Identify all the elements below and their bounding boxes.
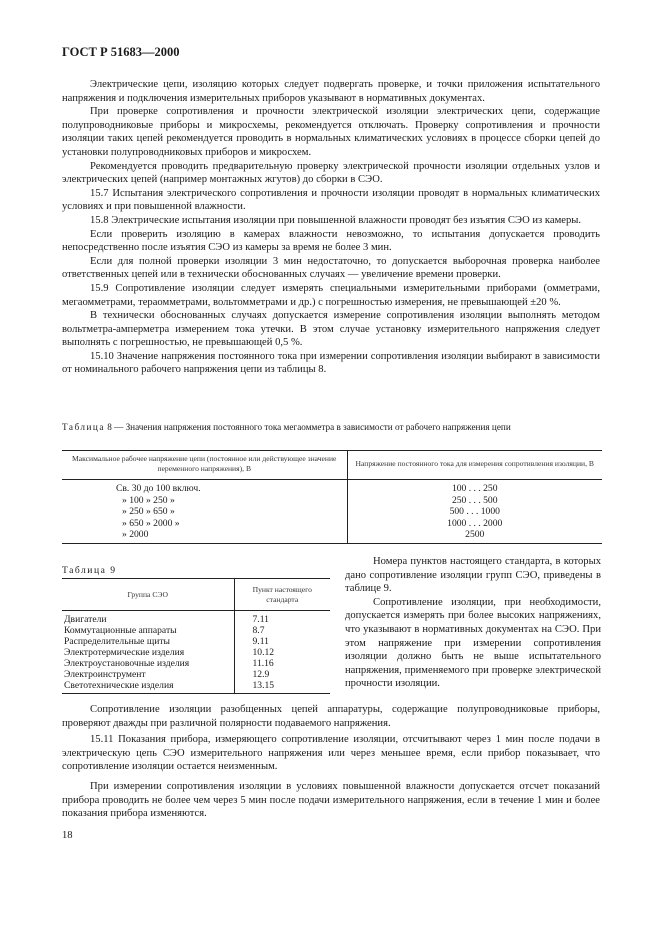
paragraph: Номера пунктов настоящего стандарта, в которых дано сопротивление изоляции групп СЭО, приведены в таблице 9. — [345, 556, 601, 595]
paragraph: При проверке сопротивления и прочности электрической изоляции электрических цепи, содержащие полупроводниковые приборы и микросхемы, рекомендуется отключать. Проверку сопротивления и прочности изоляции таких цепей рекомендуется проводить в нормальных климатических условиях в процессе сборки цепей до установки полупроводниковых приборов и микросхем. — [62, 106, 600, 158]
table9-group-cell: Двигатели — [64, 614, 107, 625]
table-row — [62, 529, 602, 543]
table8-value-cell: 500 . . . 1000 — [347, 506, 602, 518]
bottom-text-block — [62, 703, 600, 821]
paragraph: 15.9 Сопротивление изоляции следует измерять специальными измерительными приборами (омметрами, мегаомметрами, тераомметрами, вольтомметрами и др.) с погрешностью измерения, не превышающей ±20 %. — [62, 282, 600, 308]
table9 — [62, 578, 330, 694]
table9-item-cell: 12.9 — [234, 669, 330, 680]
table8-range-cell: » 250 » 650 » — [122, 506, 175, 518]
table8-value-cell: 100 . . . 250 — [347, 480, 602, 495]
table9-item-cell: 8.7 — [234, 625, 330, 636]
table-row — [62, 680, 330, 694]
table-row — [62, 669, 330, 680]
table-row — [62, 480, 602, 495]
paragraph: Если проверить изоляцию в камерах влажности невозможно, то испытания допускается проводить непосредственно после изъятия СЭО из камеры за время не более 3 мин. — [62, 228, 600, 254]
table9-item-cell: 13.15 — [234, 680, 330, 694]
paragraph: При измерении сопротивления изоляции в условиях повышенной влажности допускается отсчет показаний прибора проводить не более чем через 5 мин после подачи измерительного напряжения, если в течение 1 мин и более показания прибора изменяются. — [62, 780, 600, 820]
paragraph: Сопротивление изоляции разобщенных цепей аппаратуры, содержащие полупроводниковые приборы, проверяют дважды при различной полярности подаваемого напряжения. — [62, 704, 600, 729]
table9-group-cell: Электроустановочные изделия — [64, 658, 190, 669]
table-row — [62, 625, 330, 636]
table8-caption — [62, 422, 602, 434]
table9-group-cell: Электроинструмент — [64, 669, 146, 680]
table-row — [62, 658, 330, 669]
top-text-block — [62, 78, 600, 377]
table9-group-cell: Распределительные щиты — [64, 636, 170, 647]
table8-value-cell: 250 . . . 500 — [347, 495, 602, 507]
table-row — [62, 495, 602, 507]
table-row — [62, 611, 330, 626]
table8-caption-text: 8 — Значения напряжения постоянного тока мегаомметра в зависимости от рабочего напряжения цепи — [104, 422, 511, 432]
table-row — [62, 518, 602, 530]
table9-item-cell: 7.11 — [234, 611, 330, 626]
side-text-block — [345, 555, 601, 691]
paragraph: 15.10 Значение напряжения постоянного тока при измерении сопротивления изоляции выбирают в зависимости от номинального рабочего напряжения цепи из таблицы 8. — [62, 350, 600, 376]
table-row — [62, 636, 330, 647]
table8-range-cell: » 100 » 250 » — [122, 494, 175, 506]
table8-col2-header: Напряжение постоянного тока для измерения сопротивления изоляции, В — [347, 451, 602, 480]
table9-col2-header: Пункт настоящего стандарта — [234, 579, 330, 611]
paragraph: 15.8 Электрические испытания изоляции при повышенной влажности проводят без изъятия СЭО из камеры. — [90, 214, 582, 226]
table8-range-cell: » 2000 — [62, 529, 347, 543]
table9-group-cell: Коммутационные аппараты — [64, 625, 177, 636]
document-header: ГОСТ Р 51683—2000 — [62, 45, 180, 59]
table8-value-cell: 2500 — [347, 529, 602, 543]
page-number: 18 — [62, 830, 73, 841]
paragraph: Если для полной проверки изоляции 3 мин недостаточно, то допускается выборочная проверка наиболее ответственных цепей или в технически обоснованных случаях — увеличение времени проверки. — [62, 255, 600, 281]
table8-range-cell: Св. 30 до 100 включ. — [116, 483, 201, 494]
paragraph: 15.11 Показания прибора, измеряющего сопротивление изоляции, отсчитывают через 1 мин после подачи в электрическую цепь СЭО измерительного напряжения или через меньшее время, если прибор показывает, что сопротивление изоляции остается неизменным. — [62, 734, 600, 773]
table-row — [62, 647, 330, 658]
table9-group-cell: Светотехнические изделия — [62, 680, 234, 694]
table8-caption-prefix: Таблица — [62, 422, 105, 432]
table9-caption: Таблица 9 — [62, 565, 117, 576]
paragraph: 15.7 Испытания электрического сопротивления и прочности изоляции проводят в нормальных климатических условиях и при повышенной влажности. — [62, 187, 600, 213]
table8-col1-header: Максимальное рабочее напряжение цепи (постоянное или действующее значение переменного напряжения), В — [62, 451, 347, 480]
table9-item-cell: 9.11 — [234, 636, 330, 647]
table9-col1-header: Группа СЭО — [62, 579, 234, 611]
table8 — [62, 450, 602, 544]
table8-range-cell: » 650 » 2000 » — [122, 517, 180, 529]
paragraph: Сопротивление изоляции, при необходимости, допускается измерять при более высоких напряжениях, что указывают в нормативных документах на СЭО. При этом напряжение при измерении сопротивления изоляции должно быть не выше испытательного напряжения, применяемого при проверке электрической прочности изоляции. — [345, 596, 601, 690]
table9-item-cell: 11.16 — [234, 658, 330, 669]
paragraph: В технически обоснованных случаях допускается измерение сопротивления изоляции выполнять методом вольтметра-амперметра измерением тока утечки. В этом случае установку измерительного напряжения следует выполнять с погрешностью, не превышающей 0,5 %. — [62, 310, 600, 349]
table8-value-cell: 1000 . . . 2000 — [347, 518, 602, 530]
paragraph: Электрические цепи, изоляцию которых следует подвергать проверке, и точки приложения испытательного напряжения и подключения измерительных приборов указывают в нормативных документах. — [62, 79, 600, 104]
table9-item-cell: 10.12 — [234, 647, 330, 658]
table9-group-cell: Электротермические изделия — [64, 647, 185, 658]
table-row — [62, 506, 602, 518]
paragraph: Рекомендуется проводить предварительную проверку электрической прочности изоляции отдельных узлов и электрических цепей (например монтажных жгутов) до сборки в СЭО. — [62, 160, 600, 186]
